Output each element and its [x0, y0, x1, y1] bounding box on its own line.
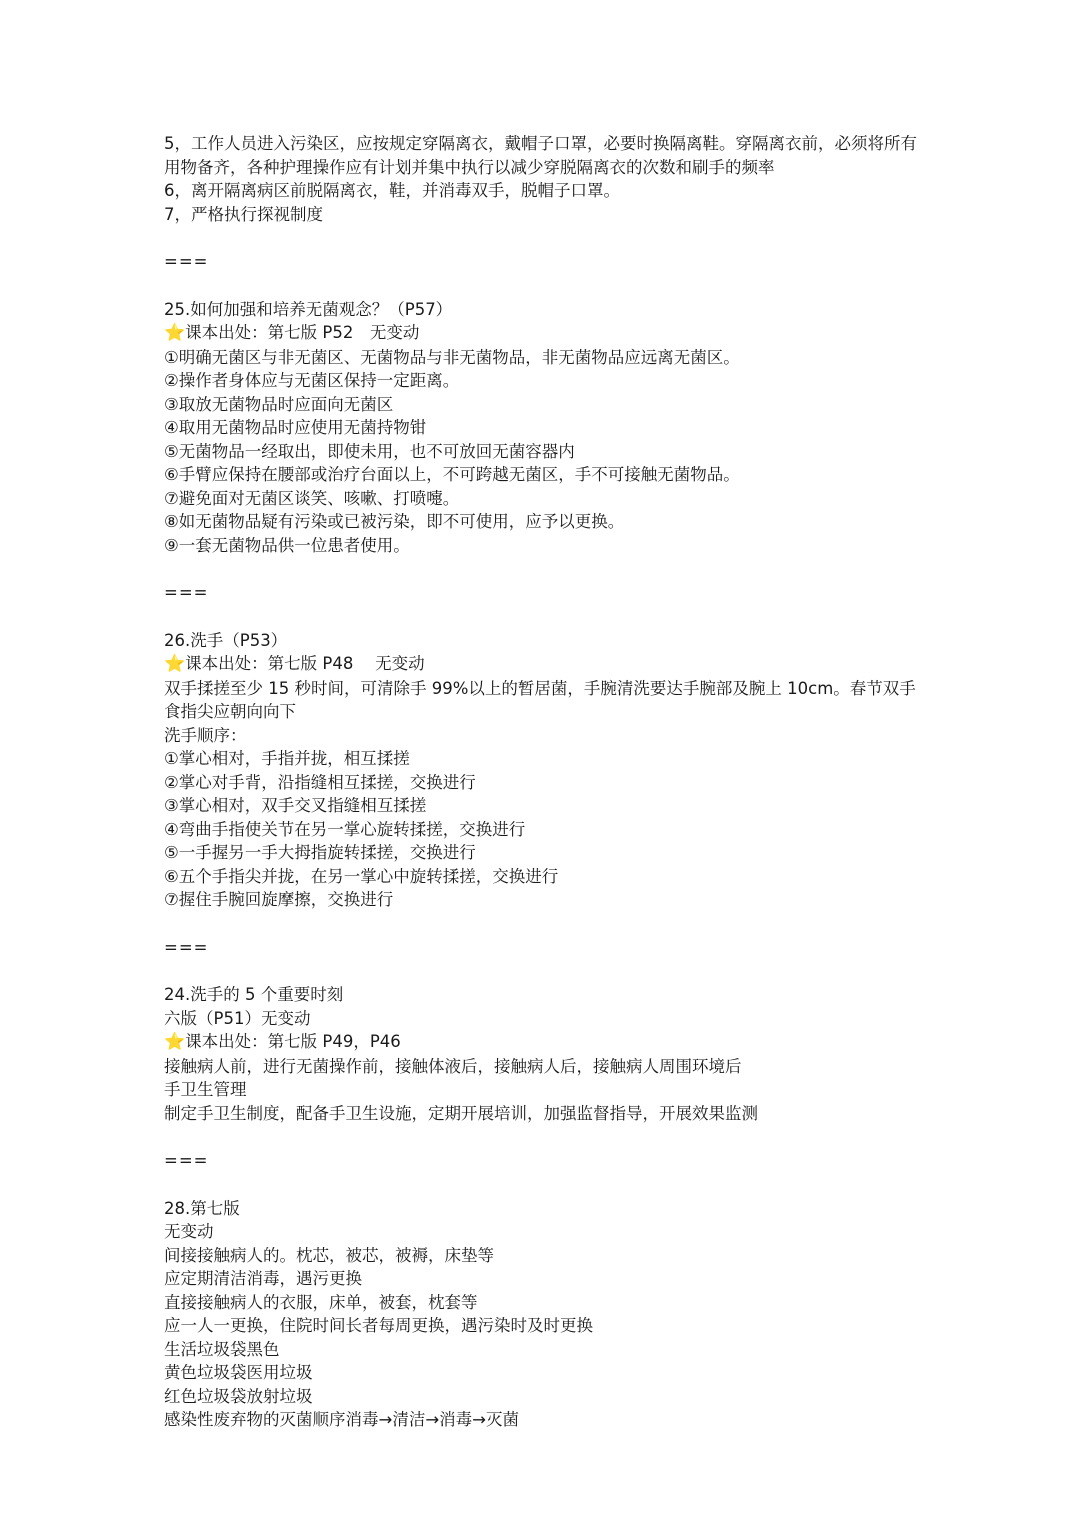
- section-separator: ===: [164, 937, 209, 957]
- list-item: ⑦避免面对无菌区谈笑、咳嗽、打喷嚏。: [164, 488, 460, 508]
- section-24: [164, 983, 924, 1125]
- list-item: ⑨一套无菌物品供一位患者使用。: [164, 535, 410, 555]
- paragraph-line: 5，工作人员进入污染区，应按规定穿隔离衣，戴帽子口罩，必要时换隔离鞋。穿隔离衣前，必须将所有用物备齐，各种护理操作应有计划并集中执行以减少穿脱隔离衣的次数和刷手的频率: [164, 134, 917, 177]
- section-28: [164, 1197, 924, 1432]
- paragraph-line: 感染性废弃物的灭菌顺序消毒→清洁→消毒→灭菌: [164, 1410, 519, 1429]
- section-title: 24.洗手的 5 个重要时刻: [164, 985, 344, 1004]
- mgmt-text: 制定手卫生制度，配备手卫生设施，定期开展培训，加强监督指导，开展效果监测: [164, 1103, 758, 1123]
- document-body: [164, 132, 924, 1432]
- list-item: ④取用无菌物品时应使用无菌持物钳: [164, 418, 427, 437]
- source-text: 课本出处：第七版 P49，P46: [185, 1032, 401, 1051]
- section-separator: ===: [164, 583, 209, 602]
- list-item: ⑥五个手指尖并拢，在另一掌心中旋转揉搓，交换进行: [164, 866, 559, 886]
- source-line: [164, 321, 924, 346]
- paragraph-line: 应定期清洁消毒，遇污更换: [164, 1269, 362, 1288]
- intro-paragraph: 双手揉搓至少 15 秒时间，可清除手 99%以上的暂居菌，手腕清洗要达手腕部及腕上 10cm。春节双手食指尖应朝向向下: [164, 678, 916, 721]
- list-item: ①掌心相对，手指并拢，相互揉搓: [164, 749, 410, 768]
- paragraph-line: 6，离开隔离病区前脱隔离衣，鞋，并消毒双手，脱帽子口罩。: [164, 181, 620, 200]
- paragraph-line: 红色垃圾袋放射垃圾: [164, 1386, 313, 1406]
- list-item: ⑦握住手腕回旋摩擦，交换进行: [164, 890, 394, 909]
- star-icon: ⭐: [164, 1032, 186, 1052]
- list-item: ③掌心相对，双手交叉指缝相互揉搓: [164, 796, 427, 815]
- list-item: ②掌心对手背，沿指缝相互揉搓，交换进行: [164, 772, 476, 792]
- list-item: ⑤一手握另一手大拇指旋转揉搓，交换进行: [164, 843, 476, 862]
- section-25: [164, 298, 924, 558]
- list-item: ③取放无菌物品时应面向无菌区: [164, 394, 394, 414]
- paragraph-line: 直接接触病人的衣服，床单，被套，枕套等: [164, 1292, 478, 1312]
- paragraph-line: 无变动: [164, 1222, 214, 1241]
- subsection-title: 手卫生管理: [164, 1080, 247, 1099]
- list-item: ①明确无菌区与非无菌区、无菌物品与非无菌物品，非无菌物品应远离无菌区。: [164, 347, 740, 367]
- section-title: 26.洗手（P53）: [164, 630, 288, 650]
- isolation-section: [164, 132, 924, 226]
- moments-text: 接触病人前，进行无菌操作前，接触体液后，接触病人后，接触病人周围环境后: [164, 1056, 742, 1076]
- list-item: ⑤无菌物品一经取出，即使未用，也不可放回无菌容器内: [164, 441, 575, 461]
- section-title: 25.如何加强和培养无菌观念？（P57）: [164, 299, 453, 319]
- section-26: [164, 629, 924, 912]
- source-text: 课本出处：第七版 P52 无变动: [185, 323, 420, 342]
- source-line: [164, 652, 924, 677]
- source-line: [164, 1030, 924, 1055]
- order-label: 洗手顺序：: [164, 725, 247, 745]
- edition-note: 六版（P51）无变动: [164, 1008, 311, 1028]
- list-item: ②操作者身体应与无菌区保持一定距离。: [164, 371, 460, 390]
- section-separator: ===: [164, 252, 209, 271]
- section-separator: ===: [164, 1151, 209, 1170]
- paragraph-line: 应一人一更换，住院时间长者每周更换，遇污染时及时更换: [164, 1316, 593, 1335]
- list-item: ⑧如无菌物品疑有污染或已被污染，即不可使用，应予以更换。: [164, 512, 625, 531]
- paragraph-line: 7，严格执行探视制度: [164, 204, 323, 224]
- paragraph-line: 生活垃圾袋黑色: [164, 1339, 280, 1359]
- paragraph-line: 间接接触病人的。枕芯，被芯，被褥，床垫等: [164, 1245, 494, 1265]
- source-text: 课本出处：第七版 P48 无变动: [185, 654, 425, 673]
- section-title: 28.第七版: [164, 1198, 240, 1218]
- star-icon: ⭐: [164, 323, 186, 343]
- paragraph-line: 黄色垃圾袋医用垃圾: [164, 1363, 313, 1382]
- list-item: ⑥手臂应保持在腰部或治疗台面以上，不可跨越无菌区，手不可接触无菌物品。: [164, 465, 740, 484]
- list-item: ④弯曲手指使关节在另一掌心旋转揉搓，交换进行: [164, 819, 526, 839]
- star-icon: ⭐: [164, 654, 186, 674]
